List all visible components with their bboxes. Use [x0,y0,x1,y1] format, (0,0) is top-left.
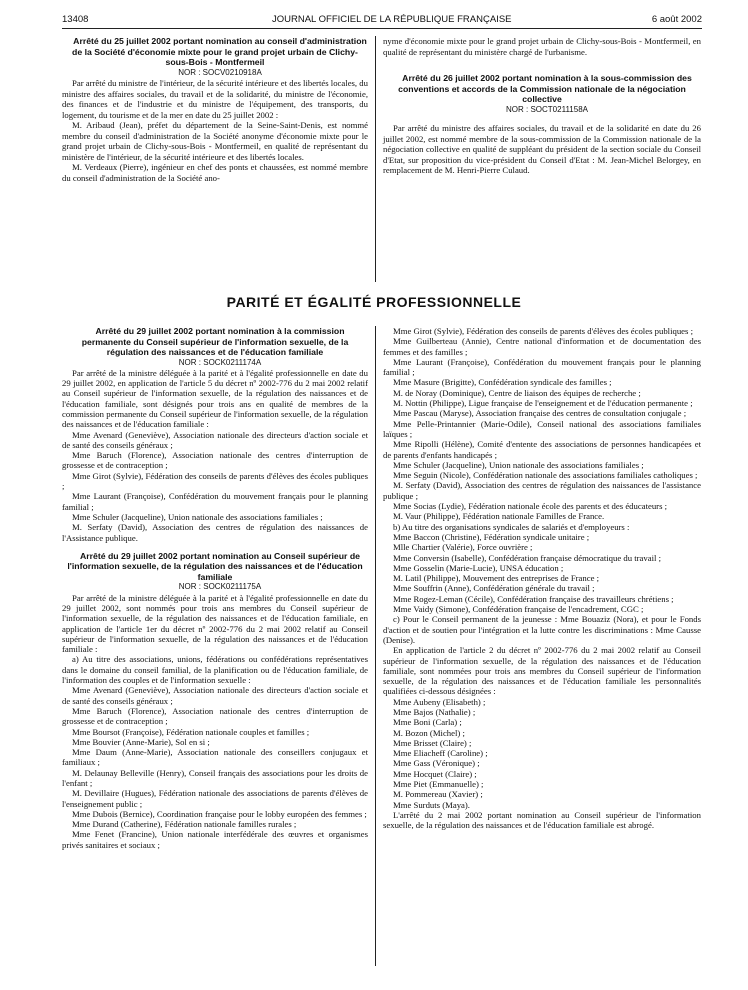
top-right-column [383,36,701,176]
article-title: Arrêté du 26 juillet 2002 portant nomination à la sous-commission des conventions et accords de la Commission nationale de la négociation collective [398,73,692,104]
member-entry: Mme Pascau (Maryse), Association française des centres de consultation conjugale ; [393,408,687,419]
member-entry: Mme Socias (Lydie), Fédération nationale école des parents et des éducateurs ; [393,501,668,512]
member-entry: Mme Piet (Emmanuelle) ; [393,779,484,790]
issue-date: 6 août 2002 [651,14,702,25]
member-entry: Mme Aubeny (Elisabeth) ; [393,696,486,707]
bottom-left-column [62,326,368,850]
member-entry: M. Bozon (Michel) ; [393,727,465,738]
member-entry: Mme Avenard (Geneviève), Association nationale des directeurs d'action sociale et de santé des conseils généraux ; [62,429,368,450]
nor-reference: NOR : SOCV0210918A [178,67,262,77]
member-entry: M. Serfaty (David), Association des centres de régulation des naissances de l'assistance publique ; [383,480,701,501]
page-header [62,10,702,29]
paragraph: c) Pour le Conseil permanent de la jeunesse : Mme Bouaziz (Nora), et pour le Fonds d'action et de soutien pour l'intégration et la lutte contre les discriminations : Mme Causse (Denise). [383,614,701,645]
member-entry: Mme Eliacheff (Caroline) ; [393,748,488,759]
member-entry: Mme Laurant (Françoise), Confédération du mouvement français pour le planning familial ; [62,491,368,512]
member-entry: Mme Bajos (Nathalie) ; [393,706,476,717]
member-entry: M. Nottin (Philippe), Ligue française de l'enseignement et de l'éducation permanente ; [393,398,693,409]
member-entry: Mme Daum (Anne-Marie), Association nationale des conseillers conjugaux et familiaux ; [62,747,368,768]
bottom-right-column [383,326,701,831]
member-entry: M. de Noray (Dominique), Centre de liaison des équipes de recherche ; [393,387,641,398]
paragraph: Par arrêté du ministre de l'intérieur, de la sécurité intérieure et des libertés locales, du ministre des affaires sociales, du travail et de la solidarité, du ministre de l'économie, des finances et de l'industrie et du ministre de l'équipement, des transports, du logement, du tourisme et de la mer en date du 25 juillet 2002 : [62,78,368,120]
member-entry: Mme Dubois (Bernice), Coordination française pour le lobby européen des femmes ; [72,808,367,819]
member-entry: Mme Fenet (Francine), Union nationale interfédérale des œuvres et organismes privés sanitaires et sociaux ; [62,829,368,850]
member-entry: Mme Pelle-Printannier (Marie-Odile), Conseil national des associations familiales laïques ; [383,418,701,439]
member-entry: Mme Boni (Carla) ; [393,717,462,728]
article-title: Arrêté du 29 juillet 2002 portant nomination au Conseil supérieur de l'information sexuelle, de la régulation des naissances et de l'éducation familiale [67,550,363,582]
paragraph: a) Au titre des associations, unions, fédérations ou confédérations représentatives dans le domaine du conseil familial, de la planification ou de l'éducation familiale, de l'information des couples et de l'information sexuelle : [62,654,368,686]
member-entry: M. Serfaty (David), Association des centres de régulation des naissances de l'Assistance publique. [62,522,368,543]
article-title: Arrêté du 29 juillet 2002 portant nomination à la commission permanente du Conseil supérieur de l'information sexuelle, de la régulation des naissances et de l'éducation familiale [81,326,349,357]
member-entry: Mme Girot (Sylvie), Fédération des conseils de parents d'élèves des écoles publiques ; [62,470,368,492]
member-entry: M. Delaunay Belleville (Henry), Conseil français des associations pour les droits de l'enfant ; [62,767,368,788]
member-entry: Mme Ripolli (Hélène), Comité d'entente des associations de personnes handicapées et de parents d'enfants handicapés ; [383,439,701,460]
member-entry: Mme Baruch (Florence), Association nationale des centres d'interruption de grossesse et de contraception ; [62,450,368,471]
member-entry: Mme Masure (Brigitte), Confédération syndicale des familles ; [393,377,612,388]
member-entry: M. Devillaire (Hugues), Fédération nationale des associations de parents d'élèves de l'enseignement public ; [62,788,368,809]
article-title: Arrêté du 25 juillet 2002 portant nomination au conseil d'administration de la Société d'économie mixte pour le grand projet urbain de Clichy-sous-Bois - Montfermeil [72,36,367,67]
member-entry: Mme Gass (Véronique) ; [393,758,480,769]
page-number: 13408 [62,14,89,25]
closing-paragraph: L'arrêté du 2 mai 2002 portant nomination au Conseil supérieur de l'information sexuelle, de la régulation des naissances et de l'éducation familiale est abrogé. [383,809,701,831]
paragraph: Par arrêté de la ministre déléguée à la parité et à l'égalité professionnelle en date du 29 juillet 2002, en application de l'article 5 du décret nº 2002-776 du 2 mai 2002 relatif au Conseil supérieur de l'information sexuelle, de la régulation des naissances et de l'éducation familiale, sont désignés pour trois ans en qualité de membres de la commission permanente du Conseil supérieur de l'information sexuelle, de la régulation des naissances et de l'éducation familiale : [62,367,368,430]
nor-reference: NOR : SOCT0211158A [506,104,588,114]
paragraph: Par arrêté de la ministre déléguée à la parité et à l'égalité professionnelle en date du 29 juillet 2002, sont nommés pour trois ans membres du Conseil supérieur de l'information sexuelle, de la régulation des naissances et de l'éducation familiale, en application de l'article 1er du décret nº 2002-776 du 2 mai 2002 relatif au Conseil supérieur de l'information sexuelle, de la régulation des naissances et de l'éducation familiale : [62,592,368,655]
nor-reference: NOR : SOCK0211174A [178,357,262,367]
paragraph: Par arrêté du ministre des affaires sociales, du travail et de la solidarité en date du 26 juillet 2002, est nommé membre de la sous-commission de la Commission nationale de la négociation collective en qualité de suppléant du président de la section sociale du Conseil d'Etat, sur proposition du vice-président du Conseil d'Etat : M. Jean-Michel Belorgey, en remplacement de M. Henri-Pierre Culaud. [383,123,701,175]
member-entry: Mme Vaidy (Simone), Confédération française de l'encadrement, CGC ; [393,604,644,615]
paragraph: b) Au titre des organisations syndicales de salariés et d'employeurs : [393,521,630,532]
section-title: PARITÉ ET ÉGALITÉ PROFESSIONNELLE [226,294,522,310]
member-entry: Mme Baruch (Florence), Association nationale des centres d'interruption de grossesse et de contraception ; [62,705,368,727]
top-left-column [62,36,368,183]
member-entry: Mme Boursot (Françoise), Fédération nationale couples et familles ; [72,726,310,737]
member-entry: Mme Laurant (Françoise), Confédération du mouvement français pour le planning familial ; [383,356,701,378]
member-entry: Mme Brisset (Claire) ; [393,737,472,748]
member-entry: Mme Baccon (Christine), Fédération syndicale unitaire ; [393,531,590,542]
nor-reference: NOR : SOCK0211175A [178,582,262,592]
member-entry: Mlle Chartier (Valérie), Force ouvrière ; [393,542,533,553]
member-entry: Mme Girot (Sylvie), Fédération des conseils de parents d'élèves des écoles publiques ; [393,326,694,336]
member-entry: Mme Gosselin (Marie-Lucie), UNSA éducation ; [393,562,564,573]
member-entry: Mme Souffrin (Anne), Confédération générale du travail ; [393,583,595,594]
member-entry: M. Pommereau (Xavier) ; [393,789,483,800]
continuation-text: nyme d'économie mixte pour le grand projet urbain de Clichy-sous-Bois - Montfermeil, en qualité de représentant du ministère chargé de l'urbanisme. [383,36,701,57]
member-entry: Mme Seguin (Nicole), Confédération nationale des associations familiales catholiques ; [393,470,698,481]
paragraph: M. Aribaud (Jean), préfet du département de la Seine-Saint-Denis, est nommé membre du conseil d'administration de la Société anonyme d'économie mixte pour le grand projet urbain de Clichy-sous-Bois - Montfermeil, en qualité de représentant du ministère de l'intérieur, de la sécurité intérieure et des libertés locales. [62,120,368,162]
column-divider [375,36,376,282]
member-entry: Mme Bouvier (Anne-Marie), Sol en si ; [72,736,210,747]
member-entry: Mme Rogez-Leman (Cécile), Confédération française des travailleurs chrétiens ; [393,593,674,604]
member-entry: M. Vaur (Philippe), Fédération nationale Familles de France. [393,511,605,522]
member-entry: Mme Durand (Catherine), Fédération nationale familles rurales ; [72,819,297,830]
paragraph: M. Verdeaux (Pierre), ingénieur en chef des ponts et chaussées, est nommé membre du conseil d'administration de la Société ano- [62,162,368,183]
member-entry: Mme Guilberteau (Annie), Centre national d'information et de documentation des femmes et des familles ; [383,336,701,357]
member-entry: Mme Avenard (Geneviève), Association nationale des directeurs d'action sociale et de santé des conseils généraux ; [62,685,368,706]
paragraph: En application de l'article 2 du décret nº 2002-776 du 2 mai 2002 relatif au Conseil supérieur de l'information sexuelle, de la régulation des naissances et de l'éducation familiale, sont nommées pour trois ans membres du Conseil supérieur de l'information sexuelle, de la régulation des naissances et de l'éducation familiale les personnalités qualifiées ci-dessous désignées : [383,645,701,697]
journal-title: JOURNAL OFFICIEL DE LA RÉPUBLIQUE FRANÇAISE [272,14,512,25]
member-entry: Mme Conversin (Isabelle), Confédération française démocratique du travail ; [393,552,662,563]
member-entry: Mme Surduts (Maya). [393,799,470,810]
column-divider [375,326,376,966]
member-entry: M. Latil (Philippe), Mouvement des entreprises de France ; [393,573,600,584]
member-entry: Mme Schuler (Jacqueline), Union nationale des associations familiales ; [393,459,644,470]
member-entry: Mme Hocquet (Claire) ; [393,768,477,779]
member-entry: Mme Schuler (Jacqueline), Union nationale des associations familiales ; [72,511,323,522]
